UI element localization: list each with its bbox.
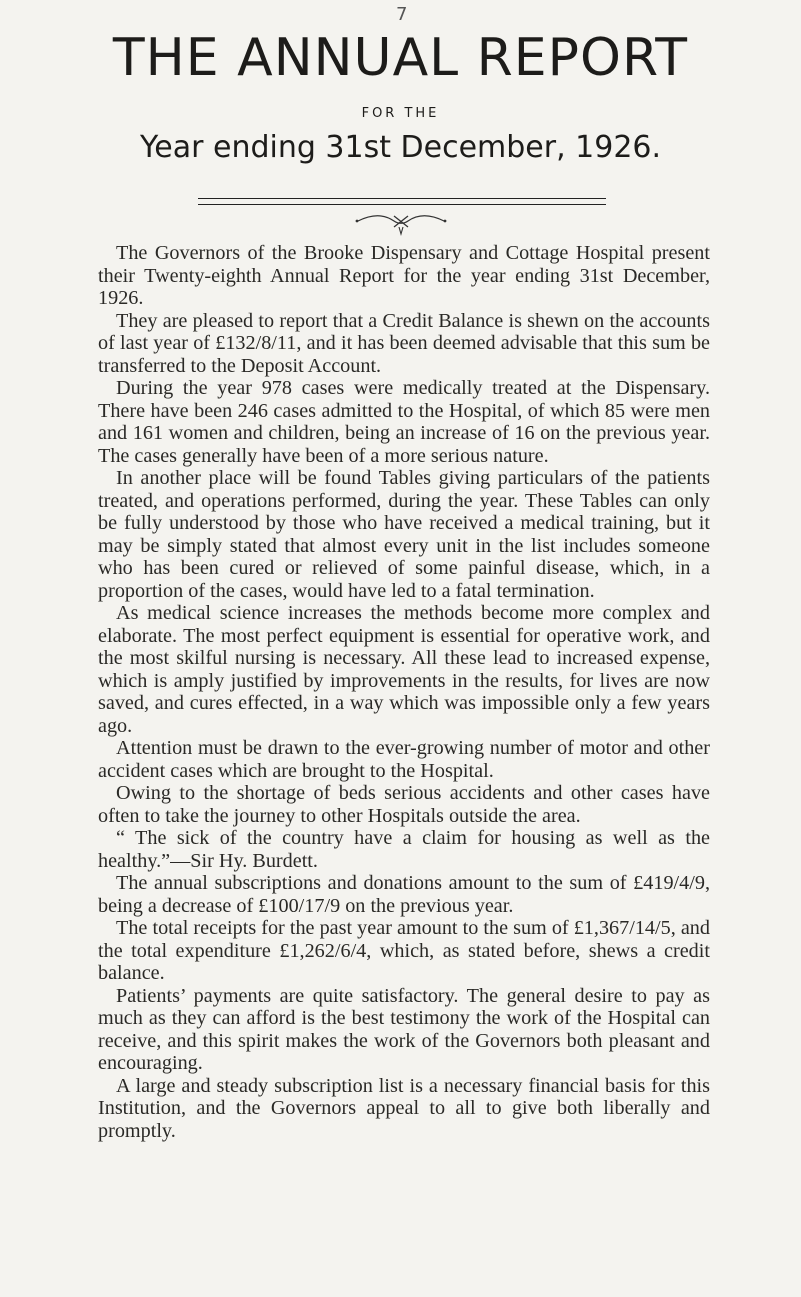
paragraph-subscriptions: The annual subscriptions and donations amount to the sum of £419/4/9, being a decrease of £100/17/9 on the previous year. (98, 872, 710, 917)
paragraph-credit-balance: They are pleased to report that a Credit Balance is shewn on the accounts of last year of £132/8/11, and it has been deemed advisable that this sum be transferred to the Deposit Account. (98, 309, 710, 377)
report-subtitle: Year ending 31st December, 1926. (139, 130, 662, 165)
bottom-rule (198, 204, 606, 205)
title-connector: FOR THE (361, 106, 440, 121)
paragraph-accident-cases: Attention must be drawn to the ever-growing number of motor and other accident cases which are brought to the Hospital. (98, 737, 710, 782)
paragraph-quotation: “ The sick of the country have a claim for housing as well as the healthy.”—Sir Hy. Burdett. (98, 827, 710, 872)
paragraph-medical-science: As medical science increases the methods become more complex and elaborate. The most perfect equipment is essential for operative work, and the most skilful nursing is necessary. All these lead to increased expense, which is amply justified by improvements in the results, for lives are now saved, and cures effected, in a way which was impossible only a few years ago. (98, 602, 710, 737)
report-title: THE ANNUAL REPORT (112, 28, 689, 88)
paragraph-receipts: The total receipts for the past year amount to the sum of £1,367/14/5, and the total expenditure £1,262/6/4, which, as stated before, shews a credit balance. (98, 917, 710, 984)
paragraph-cases-treated: During the year 978 cases were medically treated at the Dispensary. There have been 246 cases admitted to the Hospital, of which 85 were men and 161 women and children, being an increase of 16 on the previous year. The cases generally have been of a more serious nature. (98, 377, 710, 467)
report-body (98, 242, 710, 1142)
top-rule (198, 198, 606, 199)
paragraph-tables: In another place will be found Tables giving particulars of the patients treated, and operations performed, during the year. These Tables can only be fully understood by those who have received a medical training, but it may be simply stated that almost every unit in the list includes someone who has been cured or relieved of some painful disease, which, in a proportion of the cases, would have led to a fatal termination. (98, 467, 710, 602)
paragraph-introduction: The Governors of the Brooke Dispensary and Cottage Hospital present their Twenty-eighth Annual Report for the year ending 31st December, 1926. (98, 242, 710, 309)
ornament-flourish-icon (354, 212, 448, 236)
paragraph-shortage-of-beds: Owing to the shortage of beds serious accidents and other cases have often to take the journey to other Hospitals outside the area. (98, 782, 710, 827)
paragraph-appeal: A large and steady subscription list is a necessary financial basis for this Institution, and the Governors appeal to all to give both liberally and promptly. (98, 1074, 710, 1142)
page-number: 7 (396, 4, 408, 25)
paragraph-patients-payments: Patients’ payments are quite satisfactory. The general desire to pay as much as they can afford is the best testimony the work of the Hospital can receive, and this spirit makes the work of the Governors both pleasant and encouraging. (98, 984, 710, 1074)
